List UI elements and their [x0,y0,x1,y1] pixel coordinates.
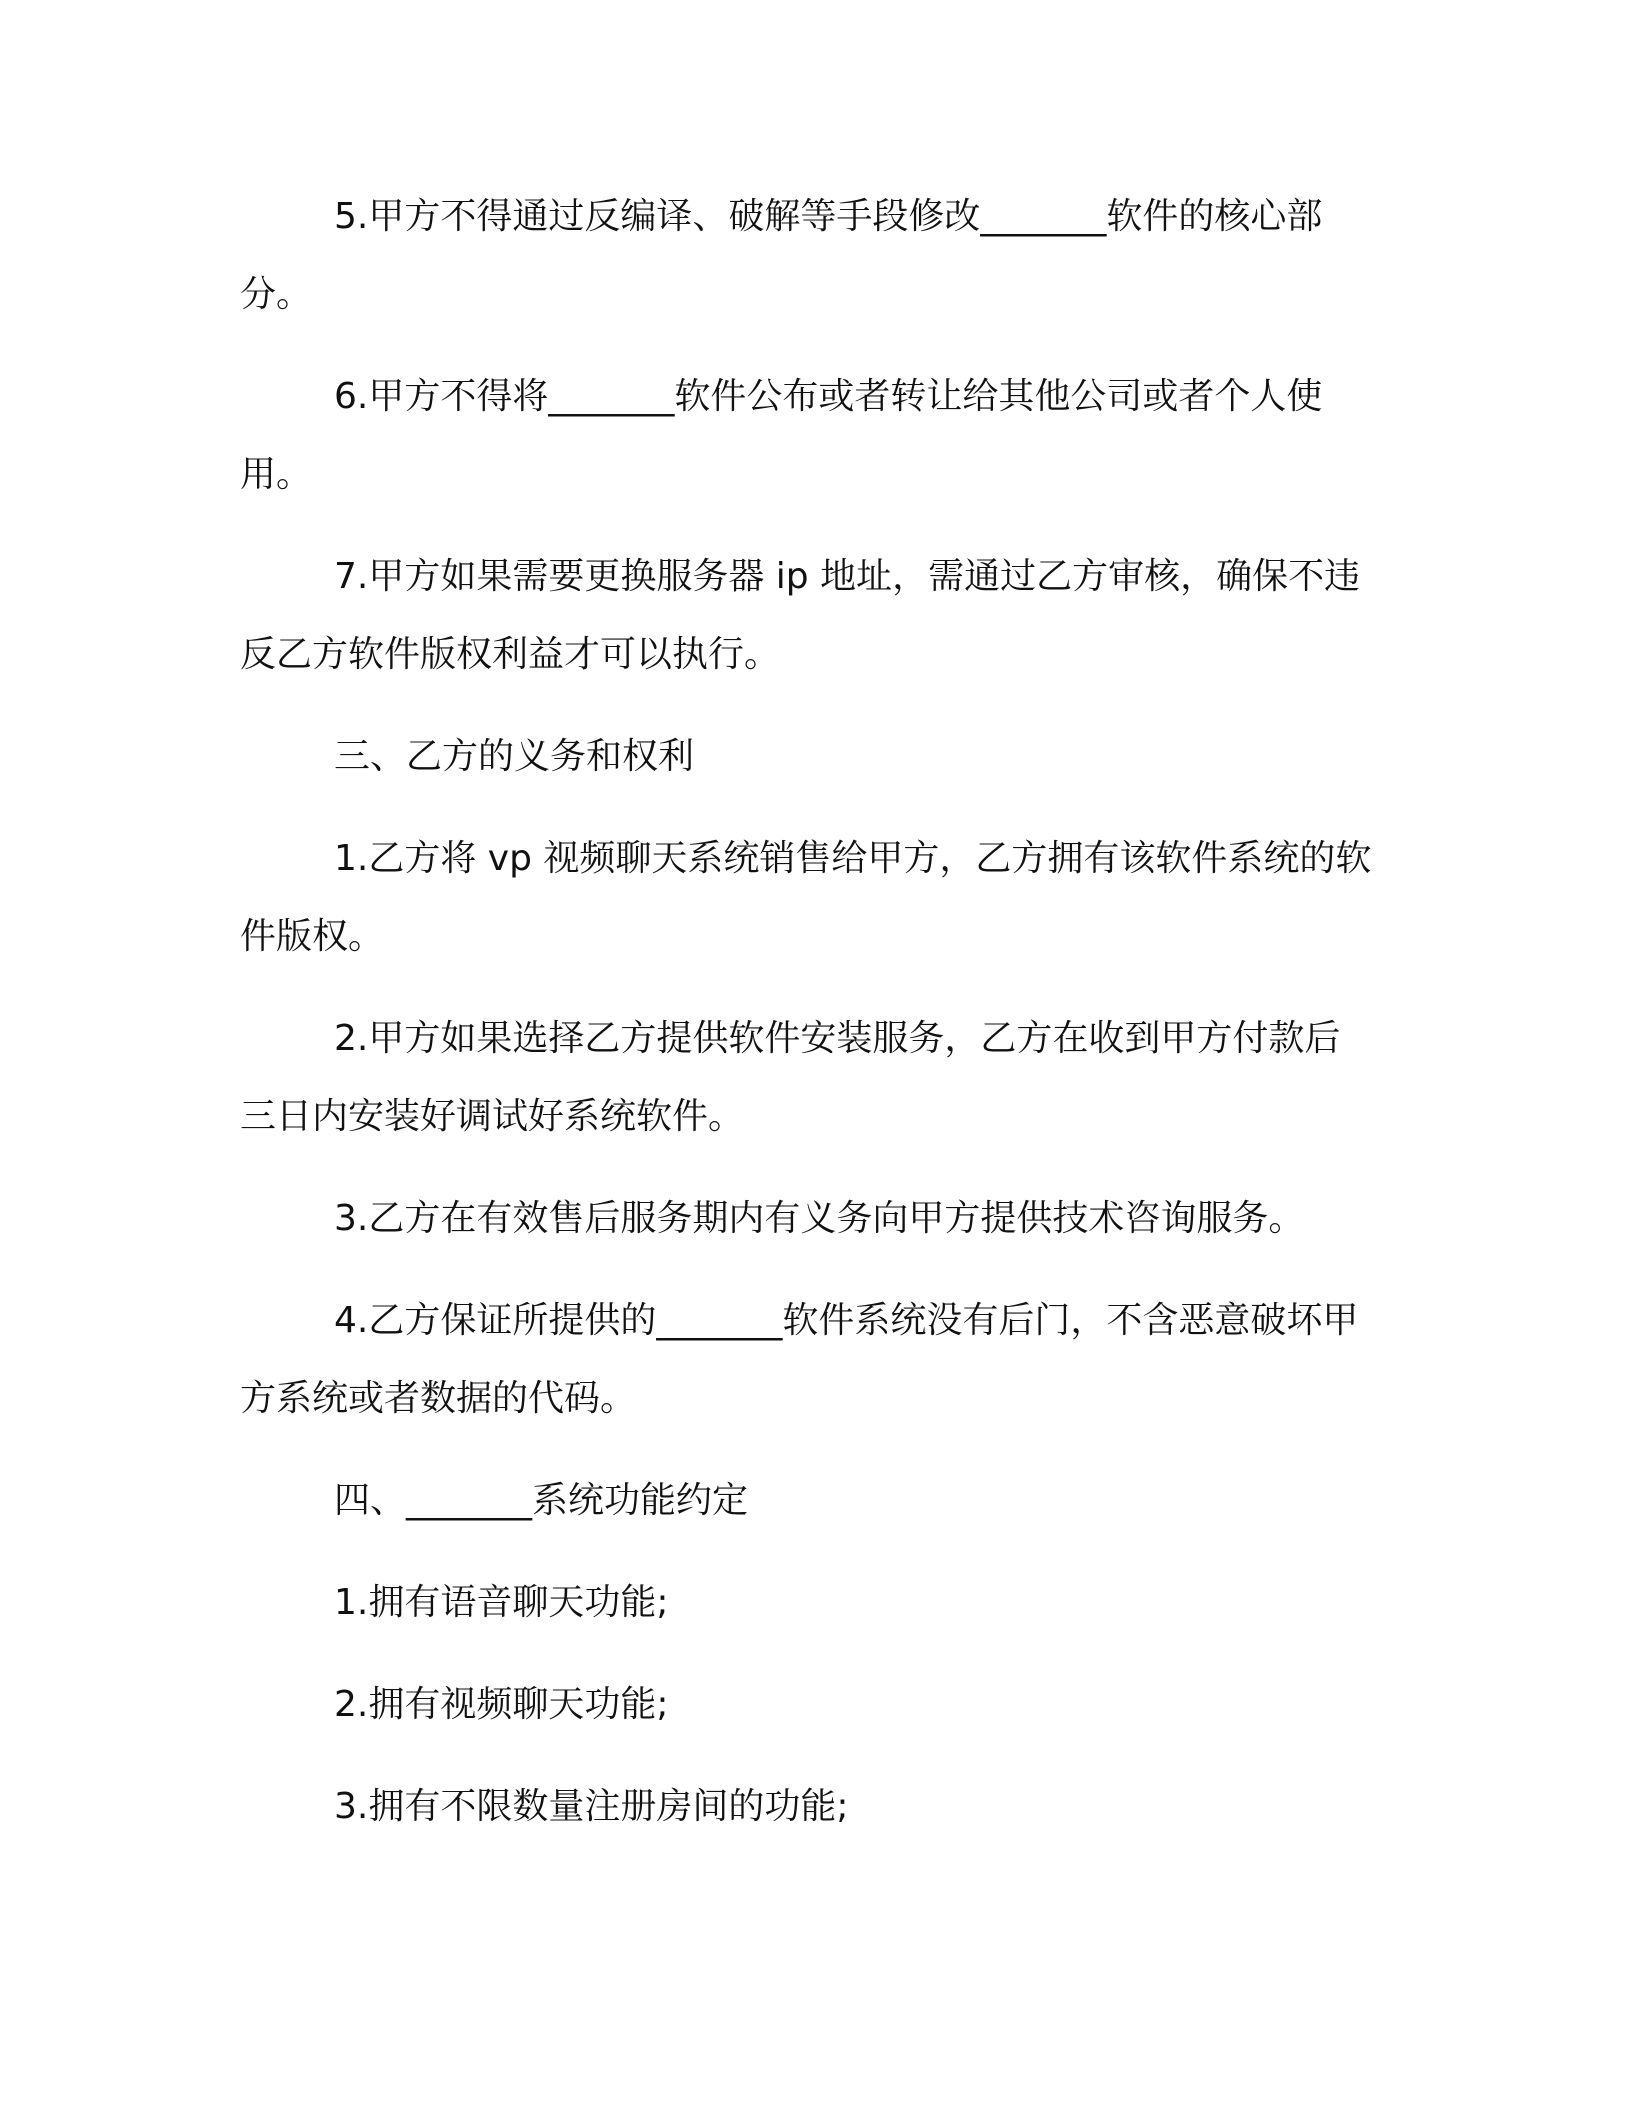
party-b-clause-1-paragraph: 1.乙方将 vp 视频聊天系统销售给甲方，乙方拥有该软件系统的软件版权。 [240,838,1372,957]
feature-3-item: 3.拥有不限数量注册房间的功能; [334,1786,849,1827]
clause-6-paragraph: 6.甲方不得将_______软件公布或者转让给其他公司或者个人使用。 [240,376,1323,495]
party-b-clause-3-paragraph: 3.乙方在有效售后服务期内有义务向甲方提供技术咨询服务。 [334,1198,1305,1239]
party-b-clause-4-paragraph: 4.乙方保证所提供的_______软件系统没有后门，不含恶意破坏甲方系统或者数据的代码。 [240,1300,1359,1419]
section-4-heading: 四、_______系统功能约定 [334,1480,749,1521]
feature-2-item: 2.拥有视频聊天功能; [334,1684,669,1725]
feature-1-item: 1.拥有语音聊天功能; [334,1582,669,1623]
clause-5-paragraph: 5.甲方不得通过反编译、破解等手段修改_______软件的核心部分。 [240,196,1323,315]
section-3-heading: 三、乙方的义务和权利 [334,736,695,777]
party-b-clause-2-paragraph: 2.甲方如果选择乙方提供软件安装服务，乙方在收到甲方付款后三日内安装好调试好系统软件。 [240,1018,1341,1137]
clause-7-paragraph: 7.甲方如果需要更换服务器 ip 地址，需通过乙方审核，确保不违反乙方软件版权利益才可以执行。 [240,556,1361,675]
